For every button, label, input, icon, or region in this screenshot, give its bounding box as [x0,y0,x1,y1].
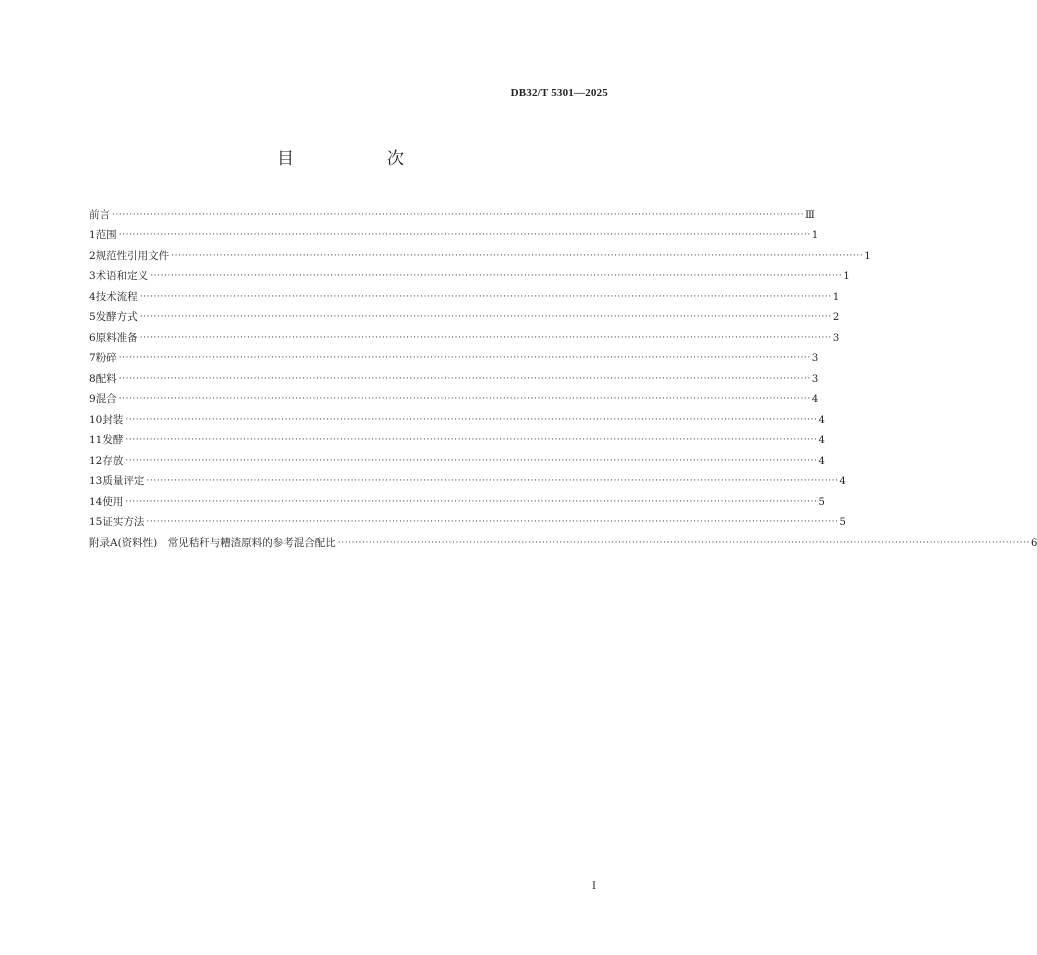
toc-page: 4 [818,455,825,467]
toc-label: 配料 [95,372,117,385]
toc-label: 技术流程 [95,290,138,303]
toc-entry[interactable] [89,468,846,489]
toc-number: 12 [89,454,103,467]
toc-leader-dots: ········································································································································································································ [118,394,811,404]
toc-entry[interactable] [89,509,846,530]
toc-page: 3 [811,353,819,364]
toc-label: 附录A(资料性) 常见秸秆与糟渣原料的参考混合配比 [89,536,336,549]
toc-label: 前言 [89,208,110,221]
toc-number: 4 [89,290,96,303]
toc-label: 规范性引用文件 [95,249,170,262]
toc-number: 14 [89,495,103,508]
toc-entry[interactable] [89,427,825,448]
toc-page: 4 [811,394,819,405]
toc-leader-dots: ········································································································································································································ [139,332,832,343]
toc-label: 使用 [102,495,124,508]
toc-entry[interactable] [89,365,819,386]
toc-label: 发酵方式 [95,311,138,323]
toc-label: 粉碎 [95,352,117,364]
toc-leader-dots: ········································································································································································································ [146,517,839,527]
toc-number: 13 [89,475,103,487]
toc-leader-dots: ········································································································································································································ [125,455,818,466]
toc-leader-dots: ········································································································································································································ [118,353,811,363]
toc-label: 混合 [95,393,117,405]
toc-entry[interactable] [89,324,840,345]
toc-entry[interactable] [89,283,840,304]
standard-code: DB32/T 5301—2025 [510,87,608,99]
toc-leader-dots: ········································································································································································································ [125,435,818,445]
toc-page: 5 [818,496,825,508]
toc-number: 8 [89,372,96,385]
toc-entry[interactable] [89,529,1037,550]
toc-entry[interactable] [89,406,825,427]
table-of-contents [89,201,1037,550]
toc-leader-dots: ········································································································································································································ [171,250,864,261]
toc-entry[interactable] [89,242,871,263]
toc-number: 3 [89,270,96,282]
toc-label: 范围 [95,229,117,241]
toc-number: 7 [89,352,96,364]
toc-entry[interactable] [89,304,840,325]
toc-page: 2 [832,312,840,323]
toc-label: 发酵 [102,434,124,446]
toc-label: 证实方法 [102,516,145,528]
toc-leader-dots: ········································································································································································································ [118,230,811,240]
toc-leader-dots: ········································································································································································································ [150,271,843,281]
page-number: I [592,881,596,892]
toc-entry[interactable] [89,488,825,509]
toc-label: 术语和定义 [95,270,149,282]
toc-label: 原料准备 [95,331,138,344]
toc-page: 1 [843,271,850,282]
toc-number: 10 [89,413,103,426]
toc-leader-dots: ········································································································································································································ [139,291,832,302]
toc-number: 1 [89,229,96,241]
toc-number: 5 [89,311,96,323]
toc-page: 4 [818,435,825,446]
toc-entry[interactable] [89,222,819,243]
toc-page: Ⅲ [805,209,815,221]
toc-number: 15 [89,516,103,528]
toc-page: 1 [864,250,871,262]
toc-entry[interactable] [89,386,819,407]
toc-entry[interactable] [89,447,825,468]
toc-leader-dots: ········································································································································································································ [125,414,818,425]
toc-page: 1 [832,291,840,303]
toc-number: 2 [89,249,96,262]
toc-entry[interactable] [89,201,815,222]
toc-leader-dots: ········································································································································································································ [125,496,818,507]
page-title: 目 次 [277,149,442,169]
toc-label: 存放 [102,454,124,467]
toc-page: 1 [811,230,819,241]
toc-leader-dots: ········································································································································································································ [118,373,811,384]
toc-number: 6 [89,331,96,344]
toc-page: 4 [818,414,825,426]
toc-page: 3 [811,373,819,385]
toc-leader-dots: ········································································································································································································ [139,312,832,322]
toc-page: 5 [839,517,846,528]
toc-leader-dots: ········································································································································································································ [112,209,805,220]
toc-number: 11 [89,434,103,446]
toc-page: 4 [839,476,846,487]
toc-page: 6 [1030,537,1037,549]
toc-label: 封装 [102,413,124,426]
toc-leader-dots: ········································································································································································································ [337,537,1030,548]
toc-number: 9 [89,393,96,405]
toc-leader-dots: ········································································································································································································ [146,476,839,486]
toc-page: 3 [832,332,840,344]
toc-entry[interactable] [89,263,850,284]
toc-entry[interactable] [89,345,819,366]
toc-label: 质量评定 [102,475,145,487]
